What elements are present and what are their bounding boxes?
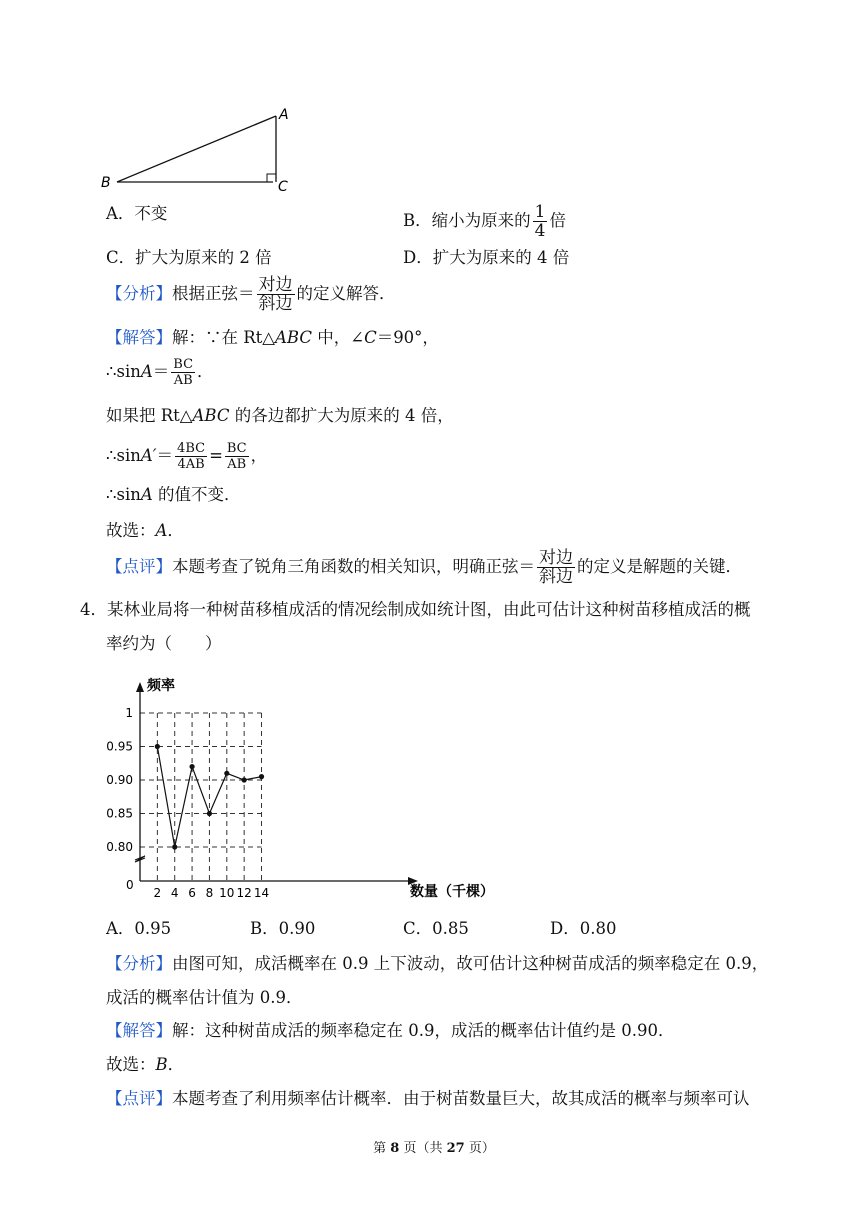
total-pages: 27 [446,1141,465,1156]
q4-comment-line1 [106,1088,750,1110]
fraction-numerator: 对边 [539,548,573,568]
fraction-numerator: 对边 [258,275,293,295]
q3-option-b-fraction [533,203,548,240]
answer-text: ∴sin [106,446,141,465]
comment-text-end: 的定义是解题的关键． [577,557,742,576]
page-footer [0,1137,868,1156]
comment-text: 本题考查了利用频率估计概率．由于树苗数量巨大，故其成活的概率与频率可认 [172,1089,750,1108]
x-tick-label: 14 [253,886,270,900]
q3-analysis [106,276,396,313]
q4-option-c: C．0.85 [403,919,469,938]
answer-text: 解：这种树苗成活的频率稳定在 0.9，成活的概率估计值约是 0.90． [172,1021,675,1040]
x-tick-label: 4 [170,886,179,900]
answer-text: ABC [275,328,312,347]
answer-text: = [209,446,223,465]
y-axis-arrow [136,682,144,692]
analysis-tag: 【分析】 [106,284,172,303]
scaled-fraction [175,441,207,472]
comment-fraction [537,549,575,586]
q3-option-b-prefix: B．缩小为原来的 [403,211,531,230]
chart-axes [135,682,418,885]
data-point [207,811,212,816]
fraction-denominator: 斜边 [539,567,573,587]
y-tick-label: 1 [125,706,133,720]
chart-x-axis-label: 数量（千棵） [410,884,494,900]
analysis-text: 根据正弦＝ [172,284,255,303]
fraction-numerator: BC [173,357,194,372]
q3-answer-line2 [106,357,214,388]
q3-answer-line3 [106,405,454,427]
answer-text: ＝ [152,362,170,381]
x-tick-label: 2 [153,886,162,900]
y-tick-label: 0.85 [106,806,133,821]
q4-analysis-line2: 成活的概率估计值为 0.9． [106,988,303,1007]
q4-option-d: D．0.80 [550,919,617,938]
data-point [172,844,177,849]
answer-text: 故选： [106,521,156,540]
answer-tag: 【解答】 [106,328,172,347]
analysis-tag: 【分析】 [106,954,172,973]
x-tick-label: 10 [219,886,235,900]
vertex-a-label: A [279,107,289,123]
q3-comment [106,549,742,586]
side-ab [117,116,276,182]
y-tick-label: 0.95 [106,739,133,754]
footer-text: 页） [464,1141,495,1156]
answer-text: 中，∠ [311,328,365,347]
answer-text: ． [197,362,214,381]
analysis-fraction [257,276,295,313]
page-number: 8 [390,1141,400,1156]
comment-tag: 【点评】 [106,1089,172,1108]
analysis-text: 由图可知，成活概率在 0.9 上下波动，故可估计这种树苗成活的频率稳定在 0.9， [172,954,769,973]
q3-answer-line4 [106,441,267,472]
y-tick-label: 0.80 [106,840,133,854]
data-point [259,774,264,779]
chart-origin-label: 0 [126,878,134,892]
q4-stem-line1: 4．某林业局将一种树苗移植成活的情况绘制成如统计图，由此可估计这种树苗移植成活的概 [80,600,751,619]
chart-tick-labels [106,706,269,900]
answer-text: A [140,485,153,504]
x-tick-label: 8 [205,886,214,900]
q3-option-d: D．扩大为原来的 4 倍 [403,248,570,267]
q3-answer-line5 [106,484,241,506]
q4-answer-choice [106,1054,184,1076]
right-angle-mark [267,174,276,182]
answer-text: ∴sin [106,485,141,504]
q3-answer-choice [106,520,184,542]
answer-text: 故选： [106,1055,156,1074]
data-point [224,771,229,776]
y-tick-label: 0.90 [106,773,133,787]
answer-text: ． [167,521,184,540]
fraction-numerator: BC [226,441,247,456]
answer-text: A [140,362,153,381]
chart-y-axis-label: 频率 [147,678,175,694]
answer-text: 的各边都扩大为原来的 4 倍， [229,406,454,425]
answer-text: ， [250,446,268,465]
answer-text: B [155,1055,168,1074]
vertex-b-label: B [101,175,111,191]
q4-analysis-line1 [106,953,768,975]
footer-text: 第 [373,1141,391,1156]
answer-text: ＝90°， [376,328,439,347]
vertex-c-label: C [278,179,288,195]
fraction-numerator: 4BC [177,441,206,456]
fraction-denominator: AB [173,373,193,388]
footer-text: 页（共 [399,1141,447,1156]
answer-text: C [364,328,377,347]
answer-text: 解：∵在 Rt△ [172,328,275,347]
reduced-fraction [225,441,249,472]
fraction-denominator: 4 [534,221,546,241]
q3-option-a: A．不变 [106,204,168,223]
chart-grid [140,713,262,881]
fraction-denominator: 斜边 [258,294,293,314]
triangle-figure [95,100,305,200]
data-point [242,777,247,782]
answer-text: A′ [140,446,157,465]
sin-a-fraction [171,357,195,388]
q3-option-b [403,203,566,240]
answer-text: ABC [192,406,230,425]
q4-option-a: A．0.95 [106,919,172,938]
fraction-denominator: AB [227,457,247,472]
analysis-text-end: 的定义解答． [296,284,396,303]
q4-stem-line2: 率约为（ ） [106,634,222,653]
answer-text: A [155,521,168,540]
q3-answer-line1 [106,327,439,349]
data-point [155,744,160,749]
q3-option-b-suffix: 倍 [549,211,566,230]
answer-text: ∴sin [106,362,141,381]
answer-text: ＝ [156,446,174,465]
answer-text: 如果把 Rt△ [106,406,193,425]
fraction-numerator: 1 [534,202,546,222]
q3-option-c: C．扩大为原来的 2 倍 [106,248,272,267]
answer-text: 的值不变． [152,485,241,504]
fraction-denominator: 4AB [177,457,205,472]
answer-text: ． [167,1055,185,1074]
data-point [189,764,194,769]
x-tick-label: 6 [188,886,196,900]
comment-text: 本题考查了锐角三角函数的相关知识，明确正弦＝ [172,557,535,576]
q4-option-b: B．0.90 [250,919,316,938]
q4-answer-line1 [106,1020,674,1042]
answer-tag: 【解答】 [106,1021,172,1040]
comment-tag: 【点评】 [106,557,172,576]
frequency-line-chart [100,668,520,908]
x-tick-label: 12 [236,886,252,900]
